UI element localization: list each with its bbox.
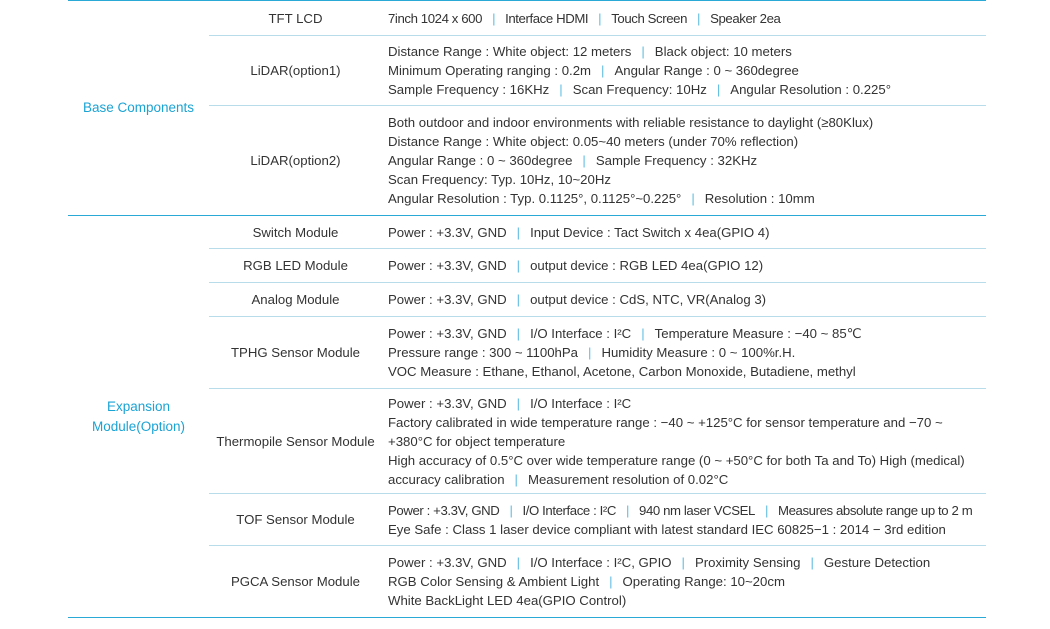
spec-item: Angular Resolution : 0.225° [730,82,891,97]
component-spec [382,1,986,36]
spec-item: Operating Range: 10~20cm [622,574,785,589]
table-row [68,216,986,249]
spec-line [388,290,980,309]
spec-item: Angular Resolution : Typ. 0.1125°, 0.1125°~0.225° [388,191,682,206]
spec-item: I/O Interface : I²C [530,395,632,411]
spec-line [388,80,980,99]
spec-item: Eye Safe : Class 1 laser device compliant with latest standard IEC 60825−1 : 2014 − 3rd edition [388,521,946,537]
spec-item: Minimum Operating ranging : 0.2m [388,63,592,78]
spec-table [68,0,986,618]
separator: | [516,292,521,307]
spec-item: Power : +3.3V, GND [388,502,500,518]
component-name: LiDAR(option2) [209,106,382,216]
spec-item: Scan Frequency: 10Hz [572,82,707,97]
separator: | [509,502,513,518]
spec-item: Distance Range : White object: 12 meters [388,44,632,59]
spec-item: I/O Interface : I²C, GPIO [530,555,672,570]
separator: | [516,555,521,570]
separator: | [810,555,814,570]
component-spec [382,546,986,618]
spec-item: Measures absolute range up to 2 m [778,502,973,518]
separator: | [588,345,592,360]
separator: | [601,63,605,78]
spec-item: Black object: 10 meters [654,44,792,59]
spec-item: Power : +3.3V, GND [388,224,507,240]
separator: | [598,10,602,26]
component-name: TOF Sensor Module [209,494,382,546]
spec-item: Factory calibrated in wide temperature range : −40 ~ +125°C for sensor temperature and −70 ~ +380°C for object temperature [388,414,943,449]
spec-line [388,394,980,413]
separator: | [516,326,521,341]
spec-line [388,9,980,28]
spec-line [388,572,980,591]
separator: | [559,82,563,97]
separator: | [492,10,496,26]
spec-item: Humidity Measure : 0 ~ 100%r.H. [601,345,796,360]
spec-line [388,362,980,381]
spec-item: Touch Screen [611,10,688,26]
spec-item: Proximity Sensing [694,555,801,570]
spec-item: 940 nm laser VCSEL [639,502,755,518]
component-name: TFT LCD [209,1,382,36]
spec-line [388,501,980,520]
component-name: LiDAR(option1) [209,36,382,106]
spec-table-body [68,1,986,618]
spec-item: I/O Interface : I²C [522,502,617,518]
spec-item: Angular Range : 0 ~ 360degree [388,153,573,168]
separator: | [641,326,645,341]
component-spec [382,249,986,283]
separator: | [626,502,630,518]
spec-item: Distance Range : White object: 0.05~40 meters (under 70% reflection) [388,134,799,149]
component-spec [382,283,986,317]
table-row [68,1,986,36]
spec-item: Speaker 2ea [710,10,781,26]
spec-item: Gesture Detection [823,555,931,570]
separator: | [609,574,613,589]
separator: | [697,10,701,26]
spec-line [388,170,980,189]
spec-item: Both outdoor and indoor environments with reliable resistance to daylight (≥80Klux) [388,115,874,130]
spec-line [388,451,980,489]
spec-item: output device : CdS, NTC, VR(Analog 3) [530,292,767,307]
spec-item: Resolution : 10mm [704,191,815,206]
spec-item: Power : +3.3V, GND [388,292,507,307]
spec-item: Sample Frequency : 16KHz [388,82,550,97]
spec-item: Interface HDMI [505,10,589,26]
spec-item: I/O Interface : I²C [530,326,632,341]
separator: | [765,502,769,518]
spec-item: output device : RGB LED 4ea(GPIO 12) [530,258,764,273]
component-name: RGB LED Module [209,249,382,283]
spec-line [388,42,980,61]
component-spec [382,494,986,546]
spec-line [388,591,980,610]
spec-line [388,189,980,208]
spec-item: RGB Color Sensing & Ambient Light [388,574,600,589]
spec-line [388,61,980,80]
separator: | [641,44,645,59]
component-name: Thermopile Sensor Module [209,389,382,494]
spec-line [388,256,980,275]
separator: | [516,224,521,240]
spec-line [388,151,980,170]
component-name: PGCA Sensor Module [209,546,382,618]
group-label: Base Components [68,1,209,216]
spec-line [388,223,980,242]
component-name: TPHG Sensor Module [209,317,382,389]
spec-item: Power : +3.3V, GND [388,395,507,411]
spec-line [388,324,980,343]
spec-line [388,520,980,539]
spec-item: Power : +3.3V, GND [388,326,507,341]
spec-item: Angular Range : 0 ~ 360degree [614,63,799,78]
group-label: Expansion Module(Option) [68,216,209,618]
spec-item: VOC Measure : Ethane, Ethanol, Acetone, Carbon Monoxide, Butadiene, methyl [388,364,856,379]
spec-item: Input Device : Tact Switch x 4ea(GPIO 4) [530,224,770,240]
spec-item: Pressure range : 300 ~ 1100hPa [388,345,579,360]
component-spec [382,216,986,249]
spec-item: 7inch 1024 x 600 [388,10,483,26]
spec-line [388,343,980,362]
spec-item: Power : +3.3V, GND [388,258,507,273]
separator: | [691,191,695,206]
component-name: Switch Module [209,216,382,249]
spec-item: Measurement resolution of 0.02°C [527,471,729,487]
spec-line [388,113,980,132]
separator: | [681,555,685,570]
spec-item: Power : +3.3V, GND [388,555,507,570]
component-spec [382,36,986,106]
separator: | [514,471,518,487]
spec-item: High accuracy of 0.5°C over wide temperature range (0 ~ +50°C for both Ta and To) High (medical) accuracy calibration [388,452,965,487]
spec-item: Scan Frequency: Typ. 10Hz, 10~20Hz [388,172,611,187]
component-spec [382,106,986,216]
spec-line [388,413,980,451]
separator: | [582,153,586,168]
component-spec [382,389,986,494]
spec-item: White BackLight LED 4ea(GPIO Control) [388,593,627,608]
spec-item: Temperature Measure : −40 ~ 85℃ [654,326,862,341]
component-name: Analog Module [209,283,382,317]
separator: | [716,82,721,97]
spec-item: Sample Frequency : 32KHz [595,153,758,168]
separator: | [516,258,521,273]
separator: | [516,395,521,411]
component-spec [382,317,986,389]
spec-line [388,132,980,151]
spec-line [388,553,980,572]
